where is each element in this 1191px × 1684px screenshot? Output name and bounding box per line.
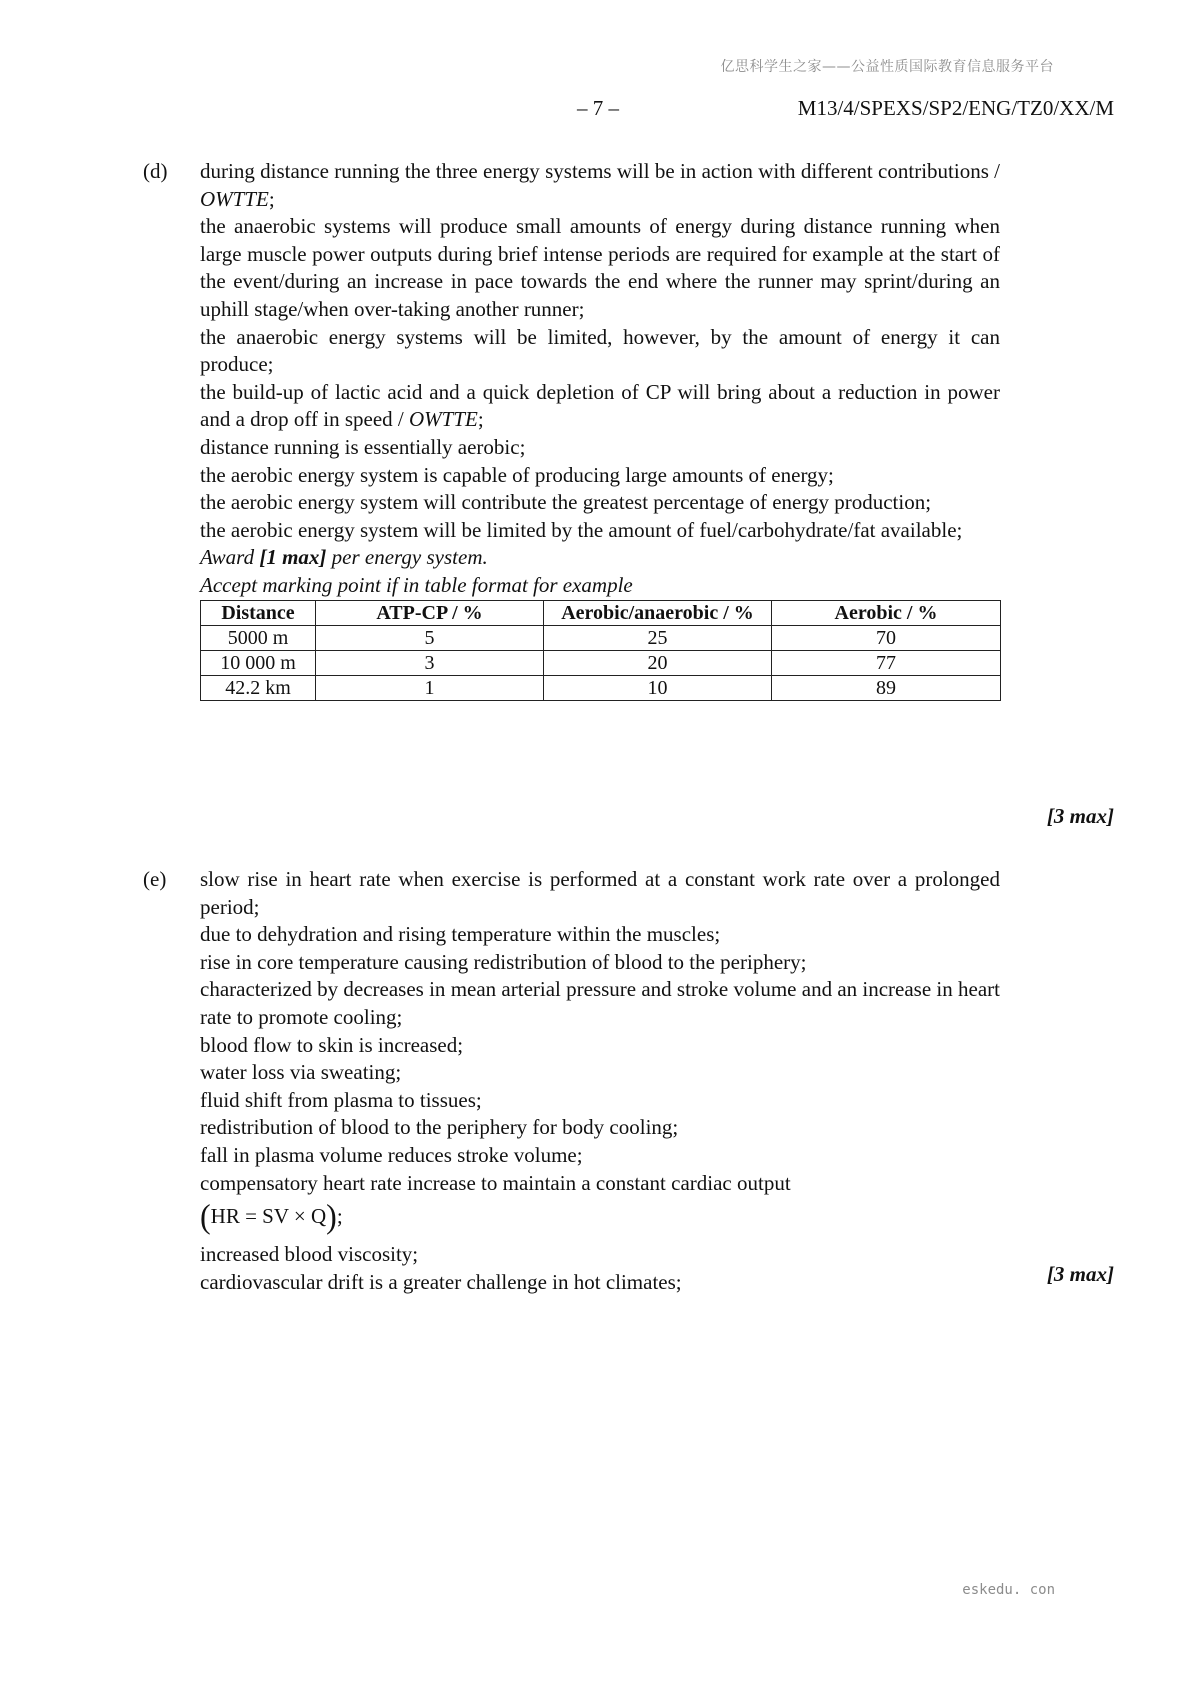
award-note: Award [1 max] per energy system. bbox=[200, 545, 488, 570]
section-d-line-2: the anaerobic systems will produce small amounts of energy during distance running when large muscle power outputs during brief intense periods are required for example at the start of the event/during an increase in pace towards the end where the runner may sprint/during an uphill stage/when over-taking another runner; bbox=[200, 214, 1000, 321]
section-d-line-4: the build-up of lactic acid and a quick depletion of CP will bring about a reduction in power and a drop off in speed / OWTTE; bbox=[200, 379, 1000, 432]
table-cell: 1 bbox=[316, 675, 544, 700]
section-d-line-8: the aerobic energy system will be limited by the amount of fuel/carbohydrate/fat available; bbox=[200, 517, 963, 542]
header-watermark: 亿思科学生之家——公益性质国际教育信息服务平台 bbox=[720, 59, 1054, 75]
section-e-marks: [3 max] bbox=[1046, 1262, 1114, 1286]
table-cell: 3 bbox=[316, 650, 544, 675]
section-e-line-2: due to dehydration and rising temperature within the muscles; bbox=[200, 922, 721, 947]
table-row bbox=[201, 625, 1001, 650]
section-d-line-5: distance running is essentially aerobic; bbox=[200, 434, 526, 459]
section-e-line-4: characterized by decreases in mean arterial pressure and stroke volume and an increase in heart rate to promote cooling; bbox=[200, 977, 1000, 1029]
section-e-line-1: slow rise in heart rate when exercise is performed at a constant work rate over a prolonged period; bbox=[200, 867, 1000, 919]
cardiac-output-formula: ( HR = SV × Q ) ; bbox=[200, 1197, 343, 1236]
section-e-line-6: water loss via sweating; bbox=[200, 1060, 402, 1085]
table-header-cell: Aerobic/anaerobic / % bbox=[544, 600, 772, 625]
energy-systems-table bbox=[200, 600, 1001, 701]
table-cell: 10 bbox=[544, 675, 772, 700]
section-d-body bbox=[200, 158, 1000, 701]
table-cell: 5 bbox=[316, 625, 544, 650]
table-cell: 42.2 km bbox=[201, 675, 316, 700]
table-cell: 5000 m bbox=[201, 625, 316, 650]
section-d-line-3: the anaerobic energy systems will be limited, however, by the amount of energy it can produce; bbox=[200, 324, 1000, 377]
section-d-marks: [3 max] bbox=[1046, 804, 1114, 828]
footer-watermark: eskedu. con bbox=[962, 1582, 1055, 1598]
table-header-row bbox=[201, 600, 1001, 625]
section-e-line-7: fluid shift from plasma to tissues; bbox=[200, 1087, 482, 1112]
table-header-cell: Distance bbox=[201, 600, 316, 625]
page-number: – 7 – bbox=[577, 96, 619, 120]
table-cell: 20 bbox=[544, 650, 772, 675]
section-d-label: (d) bbox=[143, 159, 168, 183]
table-header-cell: Aerobic / % bbox=[772, 600, 1001, 625]
table-cell: 77 bbox=[772, 650, 1001, 675]
table-row bbox=[201, 650, 1001, 675]
section-e-line-8: redistribution of blood to the periphery for body cooling; bbox=[200, 1115, 679, 1140]
section-e-line-10: compensatory heart rate increase to maintain a constant cardiac output bbox=[200, 1170, 791, 1195]
section-d-line-1: during distance running the three energy systems will be in action with different contributions / OWTTE; bbox=[200, 159, 1000, 211]
section-d-line-6: the aerobic energy system is capable of producing large amounts of energy; bbox=[200, 462, 834, 487]
table-cell: 89 bbox=[772, 675, 1001, 700]
section-e-line-11: increased blood viscosity; bbox=[200, 1242, 419, 1267]
table-cell: 25 bbox=[544, 625, 772, 650]
paper-code: M13/4/SPEXS/SP2/ENG/TZ0/XX/M bbox=[797, 96, 1114, 120]
table-cell: 10 000 m bbox=[201, 650, 316, 675]
table-row bbox=[201, 675, 1001, 700]
accept-note: Accept marking point if in table format for example bbox=[200, 572, 633, 597]
section-e-body bbox=[200, 866, 1000, 1296]
table-header-cell: ATP-CP / % bbox=[316, 600, 544, 625]
section-e-line-12: cardiovascular drift is a greater challenge in hot climates; bbox=[200, 1269, 682, 1294]
section-e-line-3: rise in core temperature causing redistribution of blood to the periphery; bbox=[200, 949, 807, 974]
table-cell: 70 bbox=[772, 625, 1001, 650]
section-e-label: (e) bbox=[143, 867, 167, 891]
section-e-line-9: fall in plasma volume reduces stroke volume; bbox=[200, 1142, 583, 1167]
section-d-line-7: the aerobic energy system will contribute the greatest percentage of energy production; bbox=[200, 490, 932, 515]
section-e-line-5: blood flow to skin is increased; bbox=[200, 1032, 464, 1057]
formula-text: HR = SV × Q bbox=[210, 1204, 327, 1229]
